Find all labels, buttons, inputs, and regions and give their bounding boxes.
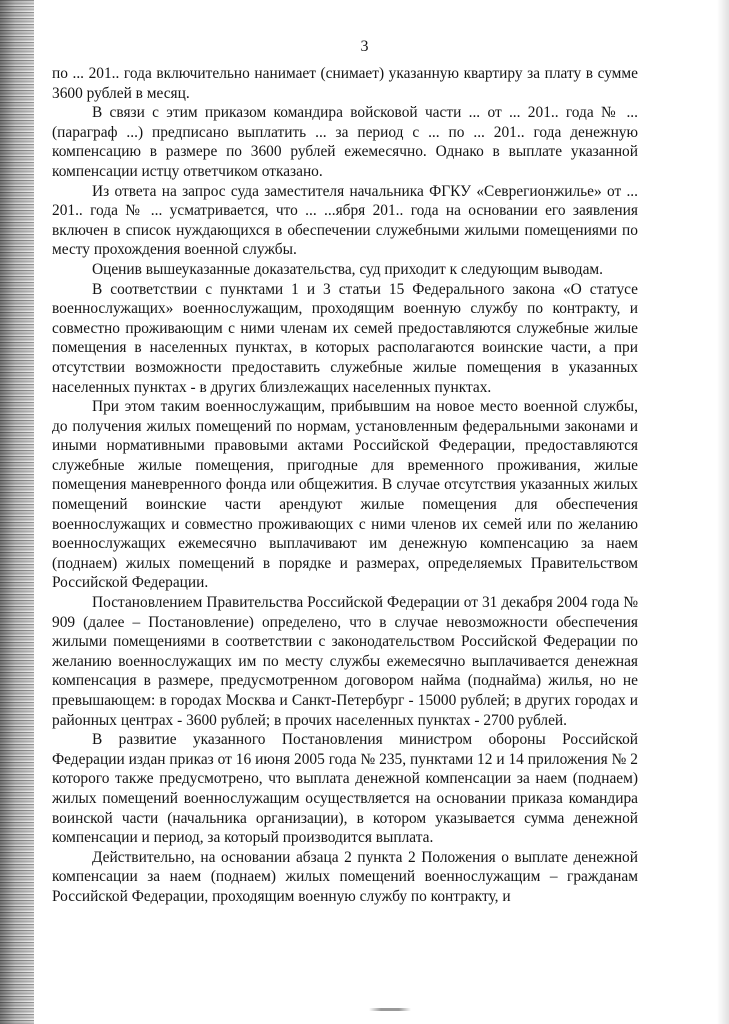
scan-shadow-right (717, 0, 729, 1024)
scan-artifact (360, 1008, 420, 1011)
paragraph-9: Действительно, на основании абзаца 2 пункта 2 Положения о выплате денежной компенсации за наем (поднаем) жилых помещений военнослужащим – гражданам Российской Федерации, проходящим военную службу по контракту, и (52, 848, 638, 905)
scan-shadow-left (0, 0, 34, 1024)
paragraph-4: Оценив вышеуказанные доказательства, суд приходит к следующим выводам. (92, 260, 603, 278)
paragraph-8: В развитие указанного Постановления министром обороны Российской Федерации издан приказ от 16 июня 2005 года № 235, пунктами 12 и 14 приложения № 2 которого также предусмотрено, что выплата денежной компенсации за наем (поднаем) жилых помещений военнослужащим осуществляется на основании приказа командира воинской части (начальника организации), в котором указывается сумма денежной компенсации и период, за который производится выплата. (52, 731, 638, 847)
paragraph-5: В соответствии с пунктами 1 и 3 статьи 15 Федерального закона «О статусе военнослужащих» военнослужащим, проходящим военную службу по контракту, и совместно проживающим с ними членам их семей предоставляются служебные жилые помещения в населенных пунктах, в которых располагаются воинские части, а при отсутствии возможности предоставить служебные жилые помещения в указанных населенных пунктах - в других близлежащих населенных пунктах. (52, 280, 638, 396)
paragraph-1: по ... 201.. года включительно нанимает (снимает) указанную квартиру за плату в сумме 3600 рублей в месяц. (52, 65, 638, 102)
document-body (52, 64, 638, 907)
paragraph-3: Из ответа на запрос суда заместителя начальника ФГКУ «Севрегионжилье» от ... 201.. года № ... усматривается, что ... ...ября 201.. года на основании его заявления включен в список нуждающихся в обеспечении служебными жилыми помещениями по месту прохождения военной службы. (52, 182, 638, 259)
paragraph-7: Постановлением Правительства Российской Федерации от 31 декабря 2004 года № 909 (далее – Постановление) определено, что в случае невозможности обеспечения жилыми помещениями в соответствии с законодательством Российской Федерации по желанию военнослужащих им по месту службы ежемесячно выплачивается денежная компенсация в размере, предусмотренном договором найма (поднайма) жилья, но не превышающем: в городах Москва и Санкт-Петербург - 15000 рублей; в других городах и районных центрах - 3600 рублей; в прочих населенных пунктах - 2700 рублей. (52, 594, 638, 729)
paragraph-2: В связи с этим приказом командира войсковой части ... от ... 201.. года № ... (параграф ...) предписано выплатить ... за период с ... по ... 201.. года денежную компенсацию в размере по 3600 рублей ежемесячно. Однако в выплате указанной компенсации истцу ответчиком отказано. (52, 104, 638, 180)
page-number: 3 (360, 38, 369, 55)
paragraph-6: При этом таким военнослужащим, прибывшим на новое место военной службы, до получения жилых помещений по нормам, установленным федеральными законами и иными нормативными правовыми актами Российской Федерации, предоставляются служебные жилые помещения, пригодные для временного проживания, жилые помещения маневренного фонда или общежития. В случае отсутствия указанных жилых помещений воинские части арендуют жилые помещения для обеспечения военнослужащих и совместно проживающих с ними членов их семей или по желанию военнослужащих ежемесячно выплачивают им денежную компенсацию за наем (поднаем) жилых помещений в порядке и размерах, определяемых Правительством Российской Федерации. (52, 398, 638, 592)
